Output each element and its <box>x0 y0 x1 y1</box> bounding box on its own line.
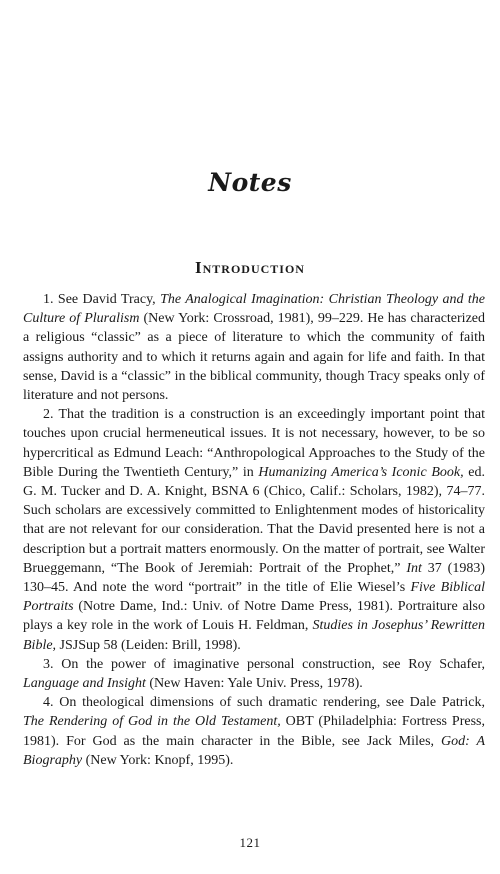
note-4 <box>23 693 485 770</box>
notes-body <box>23 290 485 770</box>
note-text: JSJSup 58 (Leiden: Brill, 1998). <box>56 637 241 653</box>
note-text: (New York: Crossroad, 1981), 99–229. He has characterized a religious “classic” as a piece of literature to which the community of faith assigns authority and to which it returns again and again for life and faith. In that sense, David is a “classic” in the biblical community, though Tracy speaks only of literature and not persons. <box>23 311 485 404</box>
section-title: Introduction <box>195 258 305 277</box>
note-text: (New York: Knopf, 1995). <box>82 752 234 768</box>
note-italic-title: Language and Insight <box>23 676 146 692</box>
note-text: (New Haven: Yale Univ. Press, 1978). <box>145 676 363 692</box>
note-italic-title: The Analogical Imagination: Christian Theology and the Culture of Pluralism <box>23 292 485 327</box>
note-italic-title: Humanizing America’s Iconic Book, <box>258 464 464 480</box>
note-italic-title: Studies in Josephus’ Rewritten Bible, <box>23 618 486 653</box>
notes-title: Notes <box>208 168 292 197</box>
note-text: 37 (1983) 130–45. And note the word “portrait” in the title of Elie Wiesel’s <box>23 560 485 596</box>
note-text: (Notre Dame, Ind.: Univ. of Notre Dame Press, 1981). Portraiture also plays a key role in the work of Louis H. Feldman, <box>23 599 485 634</box>
note-text: OBT (Philadelphia: Fortress Press, 1981). For God as the main character in the Bible, see Jack Miles, <box>23 714 485 749</box>
note-text: 3. On the power of imaginative personal construction, see Roy Schafer, <box>43 656 485 672</box>
note-text: 2. That the tradition is a construction is an exceedingly important point that touches upon crucial hermeneutical issues. It is not necessary, however, to be so hypercritical as Edmund Leach: “Anthropological Approaches to the Study of the Bible During the Twentieth Century,” in <box>23 407 485 480</box>
note-italic-title: God: A Biography <box>23 733 485 768</box>
note-3 <box>23 655 485 693</box>
note-italic-title: The Rendering of God in the Old Testament, <box>23 714 281 730</box>
note-text: ed. G. M. Tucker and D. A. Knight, BSNA 6 (Chico, Calif.: Scholars, 1982), 74–77. Such scholars are excessively committed to Enlightenment modes of historicality that are not relevant for our consideration. That the David presented here is not a description but a portrait matters enormously. On the matter of portrait, see Walter Brueggemann, “The Book of Jeremiah: Portrait of the Prophet,” <box>23 464 485 576</box>
note-2 <box>23 405 485 655</box>
note-text: 4. On theological dimensions of such dramatic rendering, see Dale Patrick, <box>43 695 485 711</box>
page-number: 121 <box>239 835 261 850</box>
note-1 <box>23 290 485 405</box>
note-text: 1. See David Tracy, <box>43 292 161 307</box>
note-italic-title: Five Biblical Portraits <box>23 580 485 615</box>
note-italic-title: Int <box>406 560 422 576</box>
